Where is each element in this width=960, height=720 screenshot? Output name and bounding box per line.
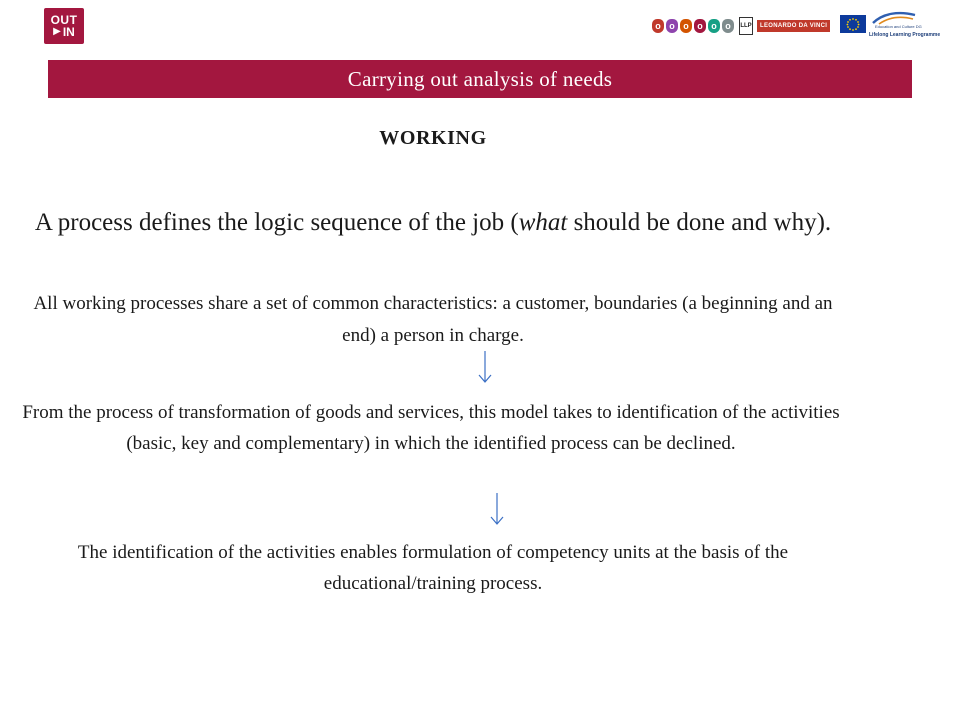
- swoosh-icon: [871, 11, 917, 25]
- partner-logo-icon: o: [694, 19, 706, 33]
- main-statement-text: A process defines the logic sequence of the job (: [34, 209, 519, 236]
- down-arrow-icon: [478, 350, 492, 384]
- paragraph-competency: The identification of the activities enables formulation of competency units at the basis of the educational/training process.: [77, 542, 789, 594]
- partner-logo-icon: o: [652, 19, 664, 33]
- main-statement-text: should be done and why).: [567, 209, 832, 236]
- paragraph-transformation: From the process of transformation of goods and services, this model takes to identification of the activities (basic, key and complementary) in which the identified process can be declined.: [22, 402, 840, 454]
- llp-programme-label: Lifelong Learning Programme: [869, 32, 941, 38]
- down-arrow-icon: [490, 492, 504, 526]
- outin-logo: [44, 8, 84, 44]
- outin-logo-line1: OUT: [50, 13, 78, 27]
- slide-title: Carrying out analysis of needs: [48, 60, 912, 98]
- main-statement-emphasis: what: [518, 209, 568, 236]
- partner-logo-icon: o: [666, 19, 678, 33]
- llp-mark: LLP: [739, 17, 753, 35]
- partner-logos: [652, 15, 830, 37]
- eu-flag-icon: [840, 15, 866, 33]
- partner-logo-icon: o: [708, 19, 720, 33]
- partner-logo-icon: o: [680, 19, 692, 33]
- partner-logo-icon: o: [722, 19, 734, 33]
- main-statement: [22, 205, 844, 241]
- section-heading: WORKING: [379, 127, 487, 149]
- leonardo-da-vinci-badge: LEONARDO DA VINCI: [757, 20, 830, 32]
- lifelong-learning-logo: [869, 11, 941, 39]
- eu-dg-label: Education and Culture DG: [875, 24, 922, 29]
- arrow-right-icon: ▶: [53, 26, 61, 37]
- paragraph-characteristics: All working processes share a set of common characteristics: a customer, boundaries (a beginning and an end) a person in charge.: [33, 293, 833, 346]
- outin-logo-line2: IN: [62, 25, 75, 39]
